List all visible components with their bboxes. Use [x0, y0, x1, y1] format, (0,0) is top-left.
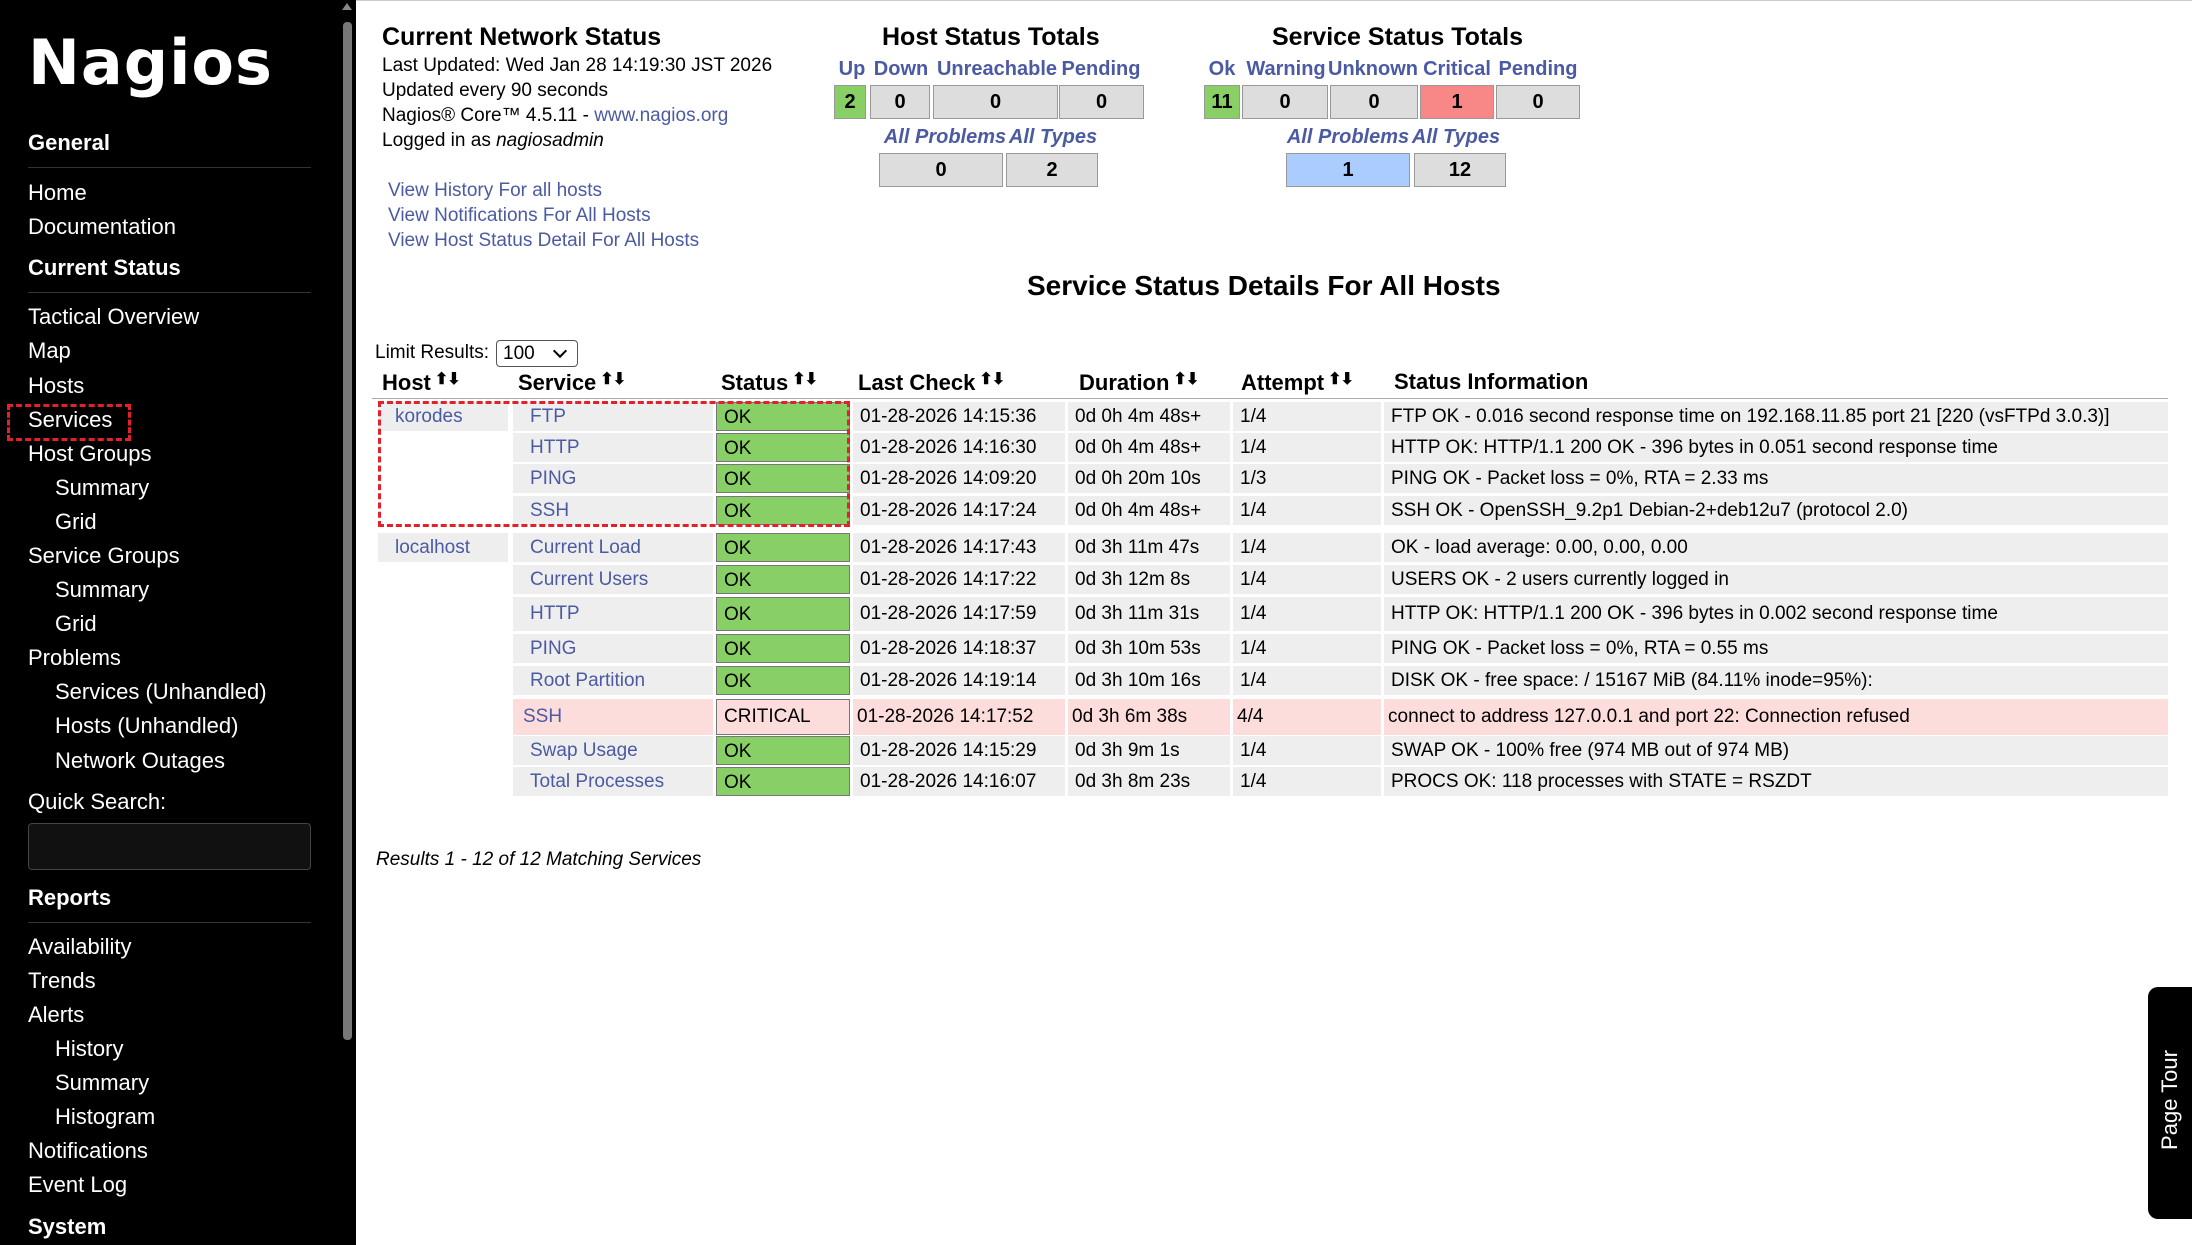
sidebar — [0, 0, 356, 1245]
status-info-cell: HTTP OK: HTTP/1.1 200 OK - 396 bytes in 0.002 second response time — [1384, 597, 2168, 631]
duration-cell: 0d 0h 20m 10s — [1068, 464, 1230, 493]
service-link[interactable]: HTTP — [530, 603, 580, 624]
status-info-cell: PING OK - Packet loss = 0%, RTA = 0.55 ms — [1384, 634, 2168, 663]
service-link[interactable]: Swap Usage — [530, 740, 638, 761]
host-cell — [378, 597, 508, 631]
col-host-label: Host — [382, 370, 431, 395]
nagios-logo[interactable]: Nagios — [28, 26, 273, 99]
status-info-cell: FTP OK - 0.016 second response time on 192.168.11.85 port 21 [220 (vsFTPd 3.0.3)] — [1384, 402, 2168, 431]
nav-section-system: System — [28, 1214, 107, 1239]
logged-in-line — [382, 130, 604, 152]
update-interval: Updated every 90 seconds — [382, 80, 609, 101]
attempt-cell: 1/4 — [1233, 597, 1381, 631]
nav-event-log[interactable]: Event Log — [28, 1172, 128, 1197]
service-link[interactable]: Current Users — [530, 569, 649, 590]
detail-title: Service Status Details For All Hosts — [1027, 270, 1501, 301]
service-link[interactable]: Total Processes — [530, 771, 665, 792]
nav-host-groups[interactable]: Host Groups — [28, 441, 152, 466]
last-check-cell: 01-28-2026 14:19:14 — [853, 666, 1065, 695]
service-cell — [513, 496, 713, 525]
host-cell — [378, 533, 508, 562]
status-badge: OK — [716, 496, 850, 525]
quick-search-label: Quick Search: — [28, 789, 167, 814]
status-info-cell: SSH OK - OpenSSH_9.2p1 Debian-2+deb12u7 (protocol 2.0) — [1384, 496, 2168, 525]
sidebar-scroll-thumb[interactable] — [343, 22, 352, 1040]
sort-arrows-icon[interactable]: ⬆⬇ — [792, 371, 818, 388]
status-badge: OK — [716, 433, 850, 462]
service-link[interactable]: SSH — [523, 706, 563, 727]
service-warning-header[interactable]: Warning — [1246, 58, 1326, 80]
col-attempt — [1241, 369, 1353, 396]
status-info-cell: OK - load average: 0.00, 0.00, 0.00 — [1384, 533, 2168, 562]
status-info-cell: SWAP OK - 100% free (974 MB out of 974 MB) — [1384, 736, 2168, 765]
nav-documentation[interactable]: Documentation — [28, 214, 176, 239]
logged-in-text: Logged in as — [382, 130, 497, 151]
service-all-types-header[interactable]: All Types — [1411, 126, 1501, 148]
attempt-cell: 4/4 — [1233, 699, 1381, 735]
last-check-cell: 01-28-2026 14:17:59 — [853, 597, 1065, 631]
service-pending-header[interactable]: Pending — [1498, 58, 1578, 80]
nav-home[interactable]: Home — [28, 180, 87, 205]
host-up-header[interactable]: Up — [838, 58, 866, 80]
col-status-information — [1394, 369, 1588, 395]
attempt-cell: 1/4 — [1233, 565, 1381, 594]
limit-results-select[interactable] — [496, 340, 578, 367]
status-info-cell: HTTP OK: HTTP/1.1 200 OK - 396 bytes in 0.051 second response time — [1384, 433, 2168, 462]
col-service — [518, 369, 625, 396]
chevron-down-icon — [553, 344, 567, 358]
nav-notifications[interactable]: Notifications — [28, 1138, 148, 1163]
host-cell — [378, 496, 508, 525]
duration-cell: 0d 0h 4m 48s+ — [1068, 496, 1230, 525]
service-cell — [513, 767, 713, 796]
nav-host-groups-summary[interactable]: Summary — [55, 475, 150, 500]
nav-alerts-histogram[interactable]: Histogram — [55, 1104, 156, 1129]
host-cell — [378, 433, 508, 462]
sort-arrows-icon[interactable]: ⬆⬇ — [1173, 371, 1199, 388]
view-host-status-link[interactable]: View Host Status Detail For All Hosts — [388, 230, 700, 251]
service-cell — [513, 533, 713, 562]
last-check-cell: 01-28-2026 14:16:30 — [853, 433, 1065, 462]
host-link[interactable]: korodes — [395, 406, 463, 427]
attempt-cell: 1/4 — [1233, 634, 1381, 663]
host-pending-count[interactable]: 0 — [1059, 85, 1144, 119]
host-cell — [378, 402, 508, 431]
status-info-cell: USERS OK - 2 users currently logged in — [1384, 565, 2168, 594]
service-link[interactable]: SSH — [530, 500, 570, 521]
col-status-label: Status — [721, 370, 789, 395]
status-badge: OK — [716, 597, 850, 631]
service-link[interactable]: FTP — [530, 406, 566, 427]
nav-services-unhandled[interactable]: Services (Unhandled) — [55, 679, 267, 704]
service-unknown-header[interactable]: Unknown — [1328, 58, 1418, 80]
version-text: Nagios® Core™ 4.5.11 - — [382, 105, 595, 126]
nav-divider — [28, 922, 311, 923]
nav-divider — [28, 292, 311, 293]
sort-arrows-icon[interactable]: ⬆⬇ — [434, 371, 460, 388]
service-cell — [513, 433, 713, 462]
duration-cell: 0d 3h 10m 53s — [1068, 634, 1230, 663]
scroll-up-arrow-icon[interactable] — [342, 3, 352, 10]
logged-in-user: nagiosadmin — [496, 130, 604, 151]
service-all-problems-count[interactable]: 1 — [1286, 153, 1410, 187]
col-status — [721, 369, 817, 396]
duration-cell: 0d 3h 6m 38s — [1068, 699, 1230, 735]
last-check-cell: 01-28-2026 14:15:36 — [853, 402, 1065, 431]
nav-service-groups[interactable]: Service Groups — [28, 543, 180, 568]
limit-results-label: Limit Results: — [375, 342, 490, 363]
service-cell — [513, 666, 713, 695]
status-badge: OK — [716, 634, 850, 663]
col-service-label: Service — [518, 370, 597, 395]
last-check-cell: 01-28-2026 14:17:52 — [853, 699, 1065, 735]
nav-trends[interactable]: Trends — [28, 968, 96, 993]
host-all-problems-header[interactable]: All Problems — [883, 126, 1007, 148]
col-host — [382, 369, 460, 396]
host-totals-title: Host Status Totals — [882, 23, 1100, 51]
attempt-cell: 1/4 — [1233, 736, 1381, 765]
nav-section-reports: Reports — [28, 885, 112, 910]
col-duration-label: Duration — [1079, 370, 1170, 395]
service-link[interactable]: HTTP — [530, 437, 580, 458]
col-last-check — [858, 369, 1004, 396]
sort-arrows-icon[interactable]: ⬆⬇ — [600, 371, 626, 388]
nav-section-current-status: Current Status — [28, 255, 181, 280]
service-all-problems-header[interactable]: All Problems — [1286, 126, 1410, 148]
host-cell — [378, 666, 508, 695]
duration-cell: 0d 3h 10m 16s — [1068, 666, 1230, 695]
service-warning-count[interactable]: 0 — [1242, 85, 1328, 119]
nav-tactical-overview[interactable]: Tactical Overview — [28, 304, 200, 329]
last-check-cell: 01-28-2026 14:18:37 — [853, 634, 1065, 663]
status-badge: OK — [716, 402, 850, 431]
service-cell — [513, 597, 713, 631]
service-pending-count[interactable]: 0 — [1496, 85, 1580, 119]
table-header-divider — [372, 398, 2168, 399]
host-cell — [378, 699, 508, 735]
attempt-cell: 1/4 — [1233, 767, 1381, 796]
status-info-cell: PING OK - Packet loss = 0%, RTA = 2.33 ms — [1384, 464, 2168, 493]
last-updated: Last Updated: Wed Jan 28 14:19:30 JST 2026 — [382, 55, 773, 76]
attempt-cell: 1/4 — [1233, 402, 1381, 431]
duration-cell: 0d 3h 11m 47s — [1068, 533, 1230, 562]
last-check-cell: 01-28-2026 14:16:07 — [853, 767, 1065, 796]
col-duration — [1079, 369, 1198, 396]
quick-search-input[interactable] — [28, 823, 311, 870]
service-cell — [513, 565, 713, 594]
nav-divider — [28, 167, 311, 168]
service-cell — [513, 699, 713, 735]
nav-network-outages[interactable]: Network Outages — [55, 748, 225, 773]
status-badge: OK — [716, 533, 850, 562]
status-title: Current Network Status — [382, 23, 662, 51]
last-check-cell: 01-28-2026 14:17:24 — [853, 496, 1065, 525]
main-content — [356, 0, 2192, 1245]
nav-hosts-unhandled[interactable]: Hosts (Unhandled) — [55, 713, 239, 738]
nav-problems[interactable]: Problems — [28, 645, 121, 670]
service-critical-count[interactable]: 1 — [1420, 85, 1494, 119]
status-info-cell: PROCS OK: 118 processes with STATE = RSZDT — [1384, 767, 2168, 796]
nav-service-groups-summary[interactable]: Summary — [55, 577, 150, 602]
status-badge: OK — [716, 736, 850, 765]
attempt-cell: 1/4 — [1233, 496, 1381, 525]
service-ok-header[interactable]: Ok — [1208, 58, 1236, 80]
col-attempt-label: Attempt — [1241, 370, 1325, 395]
service-totals-title: Service Status Totals — [1272, 23, 1524, 51]
host-down-header[interactable]: Down — [873, 58, 929, 80]
status-badge: CRITICAL — [716, 699, 850, 735]
host-all-types-header[interactable]: All Types — [1008, 126, 1098, 148]
page-tour-button[interactable] — [2148, 987, 2192, 1219]
last-check-cell: 01-28-2026 14:09:20 — [853, 464, 1065, 493]
host-cell — [378, 736, 508, 765]
sort-arrows-icon[interactable]: ⬆⬇ — [979, 371, 1005, 388]
host-unreachable-header[interactable]: Unreachable — [936, 58, 1058, 80]
attempt-cell: 1/4 — [1233, 666, 1381, 695]
nav-hosts[interactable]: Hosts — [28, 373, 85, 398]
col-last-check-label: Last Check — [858, 370, 976, 395]
version-line — [382, 105, 728, 127]
status-badge: OK — [716, 565, 850, 594]
status-badge: OK — [716, 767, 850, 796]
status-badge: OK — [716, 464, 850, 493]
duration-cell: 0d 0h 4m 48s+ — [1068, 402, 1230, 431]
duration-cell: 0d 3h 11m 31s — [1068, 597, 1230, 631]
service-all-types-count[interactable]: 12 — [1414, 153, 1506, 187]
host-down-count[interactable]: 0 — [870, 85, 930, 119]
service-critical-header[interactable]: Critical — [1423, 58, 1491, 80]
view-history-link[interactable]: View History For all hosts — [388, 180, 602, 201]
host-cell — [378, 634, 508, 663]
host-unreachable-count[interactable]: 0 — [933, 85, 1058, 119]
duration-cell: 0d 3h 8m 23s — [1068, 767, 1230, 796]
service-cell — [513, 402, 713, 431]
service-link[interactable]: Root Partition — [530, 670, 646, 691]
host-cell — [378, 464, 508, 493]
nagios-website-link[interactable]: www.nagios.org — [594, 105, 729, 126]
service-cell — [513, 464, 713, 493]
service-unknown-count[interactable]: 0 — [1330, 85, 1418, 119]
nav-service-groups-grid[interactable]: Grid — [55, 611, 97, 636]
duration-cell: 0d 3h 9m 1s — [1068, 736, 1230, 765]
host-all-types-count[interactable]: 2 — [1006, 153, 1098, 187]
service-ok-count[interactable]: 11 — [1204, 85, 1240, 119]
service-link[interactable]: PING — [530, 638, 577, 659]
last-check-cell: 01-28-2026 14:17:22 — [853, 565, 1065, 594]
nav-map[interactable]: Map — [28, 338, 71, 363]
attempt-cell: 1/4 — [1233, 533, 1381, 562]
host-up-count[interactable]: 2 — [834, 85, 866, 119]
nav-availability[interactable]: Availability — [28, 934, 132, 959]
attempt-cell: 1/4 — [1233, 433, 1381, 462]
nav-services[interactable]: Services — [28, 407, 113, 432]
host-cell — [378, 565, 508, 594]
duration-cell: 0d 0h 4m 48s+ — [1068, 433, 1230, 462]
col-status-information-label: Status Information — [1394, 369, 1589, 394]
status-info-cell: DISK OK - free space: / 15167 MiB (84.11% inode=95%): — [1384, 666, 2168, 695]
results-count: Results 1 - 12 of 12 Matching Services — [376, 849, 702, 870]
service-cell — [513, 736, 713, 765]
last-check-cell: 01-28-2026 14:17:43 — [853, 533, 1065, 562]
limit-results-value: 100 — [503, 343, 535, 364]
host-pending-header[interactable]: Pending — [1061, 58, 1141, 80]
nav-alerts-history[interactable]: History — [55, 1036, 124, 1061]
nav-section-general: General — [28, 130, 110, 155]
nav-host-groups-grid[interactable]: Grid — [55, 509, 97, 534]
status-info-cell: connect to address 127.0.0.1 and port 22: Connection refused — [1384, 699, 2168, 735]
nav-alerts-summary[interactable]: Summary — [55, 1070, 150, 1095]
status-badge: OK — [716, 666, 850, 695]
service-link[interactable]: Current Load — [530, 537, 641, 558]
host-cell — [378, 767, 508, 796]
service-cell — [513, 634, 713, 663]
last-check-cell: 01-28-2026 14:15:29 — [853, 736, 1065, 765]
view-notifications-link[interactable]: View Notifications For All Hosts — [388, 205, 651, 226]
service-link[interactable]: PING — [530, 468, 577, 489]
host-link[interactable]: localhost — [395, 537, 470, 558]
attempt-cell: 1/3 — [1233, 464, 1381, 493]
duration-cell: 0d 3h 12m 8s — [1068, 565, 1230, 594]
sort-arrows-icon[interactable]: ⬆⬇ — [1328, 371, 1353, 388]
page-tour-label: Page Tour — [2157, 1050, 2182, 1150]
host-all-problems-count[interactable]: 0 — [879, 153, 1003, 187]
nav-alerts[interactable]: Alerts — [28, 1002, 85, 1027]
